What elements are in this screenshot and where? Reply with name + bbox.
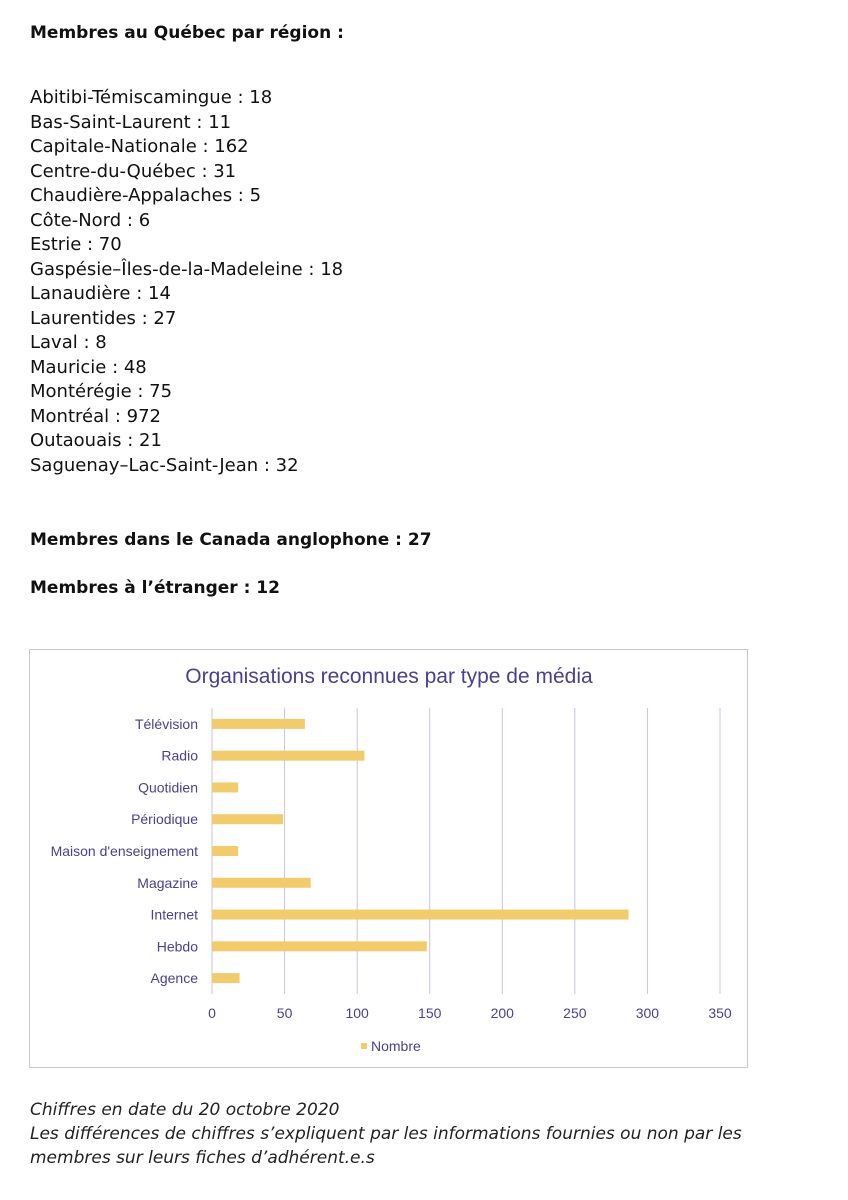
category-label: Maison d'enseignement — [50, 843, 198, 859]
english-canada-count: Membres dans le Canada anglophone : 27 — [30, 530, 432, 550]
region-list — [30, 86, 343, 478]
region-item: Mauricie : 48 — [30, 356, 147, 378]
bar — [212, 878, 311, 888]
x-tick-label: 200 — [490, 1005, 514, 1021]
footnote-note-line2: membres sur leurs fiches d’adhérent.e.s — [30, 1148, 375, 1168]
bar — [212, 719, 305, 729]
region-item: Outaouais : 21 — [30, 430, 162, 451]
chart-title: Organisations reconnues par type de média — [185, 665, 593, 688]
region-item: Centre-du-Québec : 31 — [30, 160, 237, 182]
x-tick-label: 100 — [345, 1005, 369, 1021]
x-tick-label: 50 — [276, 1005, 293, 1021]
region-item: Gaspésie–Îles-de-la-Madeleine : 18 — [30, 258, 344, 280]
x-tick-label: 0 — [208, 1005, 216, 1021]
bar — [212, 973, 240, 983]
legend-label: Nombre — [371, 1038, 421, 1054]
region-item: Côte-Nord : 6 — [30, 209, 151, 231]
category-label: Internet — [150, 906, 198, 923]
region-item: Bas-Saint-Laurent : 11 — [30, 111, 232, 133]
bar — [212, 846, 238, 856]
quebec-heading: Membres au Québec par région : — [30, 23, 344, 43]
category-label: Agence — [150, 970, 198, 987]
legend-swatch — [361, 1043, 367, 1049]
category-label: Radio — [161, 747, 198, 764]
category-label: Périodique — [131, 811, 198, 828]
x-tick-label: 300 — [635, 1005, 660, 1021]
bar — [212, 941, 427, 951]
category-label: Télévision — [134, 715, 198, 732]
region-item: Estrie : 70 — [30, 234, 122, 255]
bar — [212, 814, 283, 824]
x-tick-label: 150 — [418, 1005, 442, 1021]
bar — [212, 751, 364, 761]
region-item: Capitale-Nationale : 162 — [30, 136, 249, 157]
category-label: Quotidien — [138, 779, 198, 796]
region-item: Laurentides : 27 — [30, 307, 177, 329]
footnote — [30, 1098, 830, 1170]
media-chart — [29, 649, 748, 1068]
category-label: Hebdo — [156, 938, 198, 955]
region-item: Montréal : 972 — [30, 405, 161, 427]
x-tick-label: 350 — [708, 1005, 732, 1021]
region-item: Abitibi-Témiscamingue : 18 — [30, 87, 273, 108]
region-item: Montérégie : 75 — [30, 381, 173, 402]
footnote-note-line1: Les différences de chiffres s’expliquent par les informations fournies ou non par les — [30, 1124, 742, 1144]
category-label: Magazine — [137, 874, 198, 891]
footnote-date: Chiffres en date du 20 octobre 2020 — [30, 1100, 340, 1120]
bar — [212, 910, 629, 920]
x-tick-label: 250 — [563, 1005, 587, 1021]
media-chart-svg — [30, 650, 749, 1069]
abroad-count: Membres à l’étranger : 12 — [30, 578, 280, 598]
region-item: Lanaudière : 14 — [30, 283, 171, 304]
region-item: Chaudière-Appalaches : 5 — [30, 185, 262, 206]
bar — [212, 782, 238, 792]
region-item: Laval : 8 — [30, 332, 107, 353]
region-item: Saguenay–Lac-Saint-Jean : 32 — [30, 454, 299, 476]
